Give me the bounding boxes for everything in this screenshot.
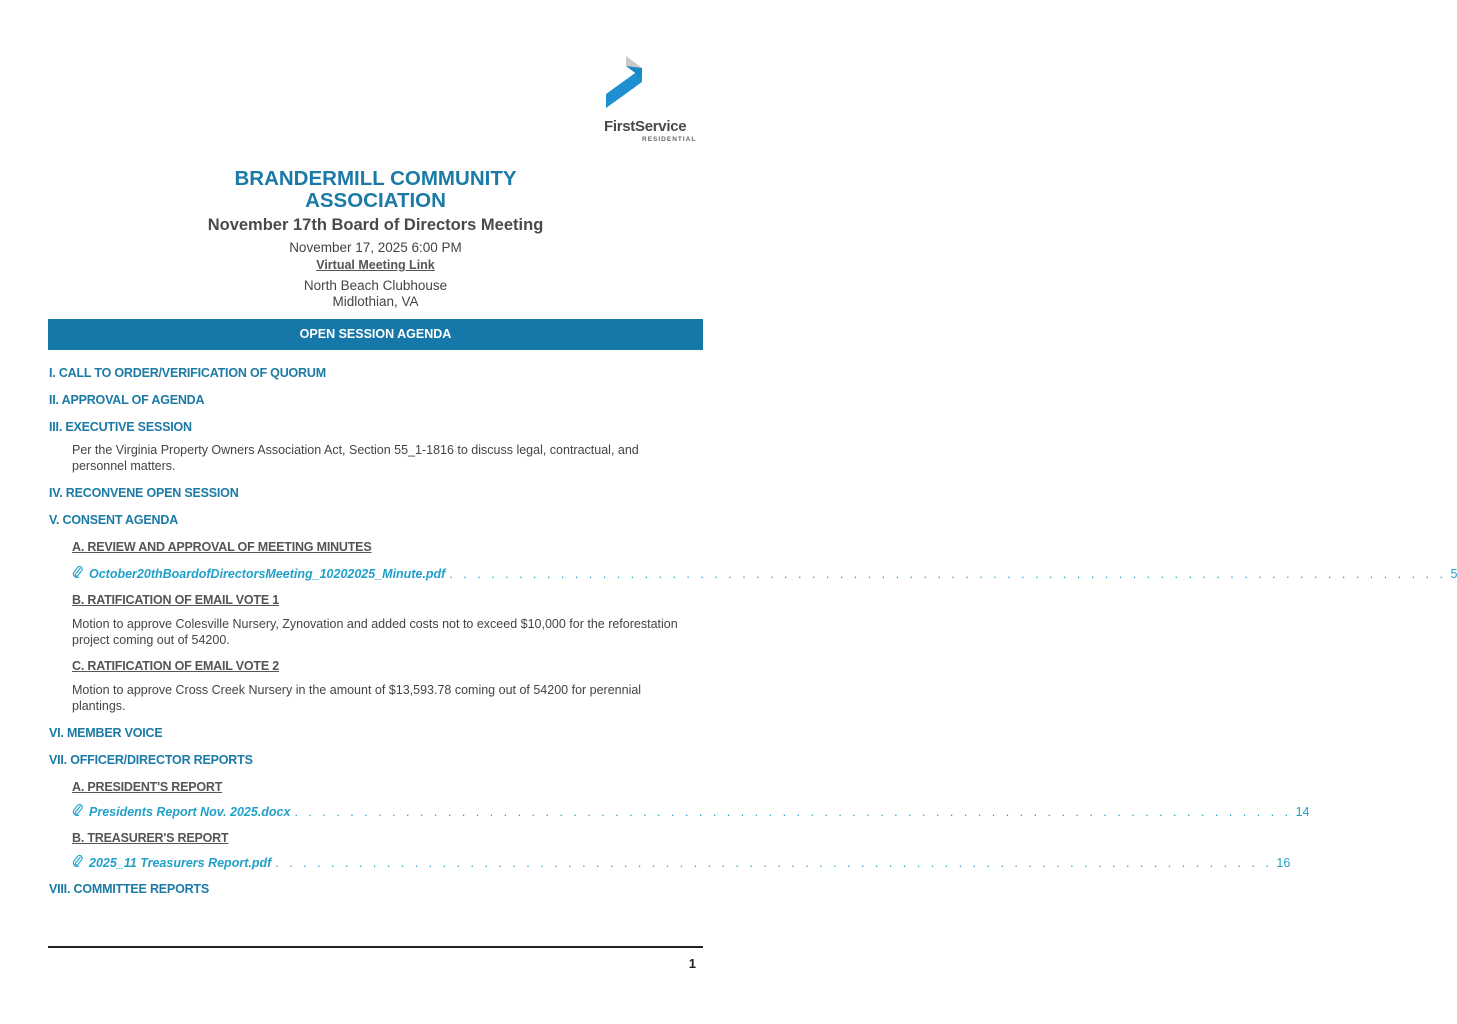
meeting-date-time: November 17, 2025 6:00 PM [289, 240, 462, 255]
report-item-president: A. PRESIDENT'S REPORT [72, 780, 223, 794]
agenda-section-officer-reports: VII. OFFICER/DIRECTOR REPORTS [49, 753, 253, 767]
attachment-treasurer-report[interactable] [72, 854, 1291, 871]
agenda-section-reconvene: IV. RECONVENE OPEN SESSION [49, 486, 239, 500]
agenda-section-member-voice: VI. MEMBER VOICE [49, 726, 163, 740]
paperclip-icon [72, 565, 83, 582]
paperclip-icon [72, 803, 83, 820]
executive-session-description: Per the Virginia Property Owners Association Act, Section 55_1-1816 to discuss legal, contractual, and personnel matters. [72, 443, 639, 473]
footer-divider [48, 946, 703, 948]
page-number: 1 [688, 956, 696, 971]
virtual-meeting-link[interactable]: Virtual Meeting Link [316, 258, 435, 272]
location-line1: North Beach Clubhouse [303, 278, 448, 293]
paperclip-icon [72, 854, 83, 871]
attachment-page-number: 14 [1295, 805, 1310, 819]
consent-item-minutes: A. REVIEW AND APPROVAL OF MEETING MINUTES [72, 540, 372, 554]
logo-subtitle: RESIDENTIAL [642, 136, 697, 143]
report-item-treasurer: B. TREASURER'S REPORT [72, 831, 229, 845]
dot-leader: . . . . . . . . . . . . . . . . . . . . . . . . . . . . . . . . . . . . . . . . . . . . . . . . . . . . . . . . . . . . . . . . . . . . . . . . [294, 805, 1292, 819]
attachment-president-report[interactable] [72, 803, 1310, 820]
attachment-minutes[interactable] [72, 565, 1457, 582]
email-vote-1-description: Motion to approve Colesville Nursery, Zynovation and added costs not to exceed $10,000 for the reforestation project coming out of 54200. [72, 617, 678, 647]
dot-leader: . . . . . . . . . . . . . . . . . . . . . . . . . . . . . . . . . . . . . . . . . . . . . . . . . . . . . . . . . . . . . . . . . . . . . . . . [449, 567, 1447, 581]
dot-leader: . . . . . . . . . . . . . . . . . . . . . . . . . . . . . . . . . . . . . . . . . . . . . . . . . . . . . . . . . . . . . . . . . . . . . . . . [275, 856, 1273, 870]
agenda-section-committee-reports: VIII. COMMITTEE REPORTS [49, 882, 209, 896]
open-session-agenda-banner: OPEN SESSION AGENDA [48, 319, 703, 350]
attachment-filename[interactable]: Presidents Report Nov. 2025.docx [89, 805, 291, 819]
email-vote-2-description: Motion to approve Cross Creek Nursery in the amount of $13,593.78 coming out of 54200 for perennial plantings. [72, 683, 642, 713]
agenda-section-consent-agenda: V. CONSENT AGENDA [49, 513, 179, 527]
logo-mark-icon [604, 56, 644, 111]
document-header [0, 168, 751, 310]
org-title-line2: ASSOCIATION [305, 189, 446, 212]
meeting-title: November 17th Board of Directors Meeting [207, 216, 544, 234]
agenda-section-executive-session: III. EXECUTIVE SESSION [49, 420, 192, 434]
agenda-list [49, 365, 1457, 897]
firstservice-logo [600, 56, 700, 146]
logo-name: FirstService [604, 118, 687, 135]
org-title-line1: BRANDERMILL COMMUNITY [234, 167, 517, 190]
agenda-section-approval-of-agenda: II. APPROVAL OF AGENDA [49, 393, 205, 407]
consent-item-email-vote-2: C. RATIFICATION OF EMAIL VOTE 2 [72, 659, 279, 673]
attachment-page-number: 16 [1276, 856, 1291, 870]
attachment-filename[interactable]: October20thBoardofDirectorsMeeting_10202025_Minute.pdf [89, 567, 446, 581]
consent-item-email-vote-1: B. RATIFICATION OF EMAIL VOTE 1 [72, 593, 279, 607]
attachment-filename[interactable]: 2025_11 Treasurers Report.pdf [89, 856, 272, 870]
location-line2: Midlothian, VA [332, 294, 419, 309]
agenda-section-call-to-order: I. CALL TO ORDER/VERIFICATION OF QUORUM [49, 366, 326, 380]
attachment-page-number: 5 [1450, 567, 1457, 581]
